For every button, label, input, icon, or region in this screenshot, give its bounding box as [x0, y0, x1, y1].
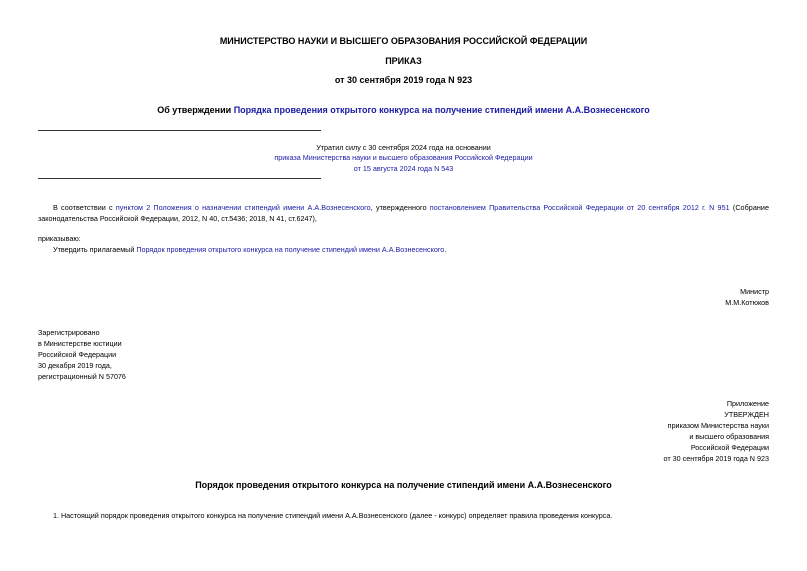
appendix-block — [664, 398, 769, 464]
document-title — [0, 105, 807, 115]
p1-link-clause[interactable]: пунктом 2 Положения о назначении стипендий имени А.А.Вознесенского — [115, 203, 371, 212]
appendix-line: и высшего образования — [689, 432, 769, 441]
status-line-1: Утратил силу с 30 сентября 2024 года на основании — [316, 143, 491, 152]
title-link[interactable]: Порядка проведения открытого конкурса на получение стипендий имени А.А.Вознесенского — [233, 105, 650, 115]
document-type: ПРИКАЗ — [385, 56, 422, 66]
appendix-line: УТВЕРЖДЕН — [724, 410, 769, 419]
divider-top — [38, 130, 321, 131]
registration-block — [38, 327, 126, 382]
p1-text-a: В соответствии с — [53, 203, 116, 212]
status-link-date[interactable]: от 15 августа 2024 года N 543 — [353, 164, 454, 173]
p2-text-b: . — [444, 245, 447, 254]
appendix-line: приказом Министерства науки — [667, 421, 769, 430]
p1-link-resolution[interactable]: постановлением Правительства Российской Федерации от 20 сентября 2012 г. N 951 — [429, 203, 730, 212]
procedure-title: Порядок проведения открытого конкурса на получение стипендий имени А.А.Вознесенского — [195, 480, 612, 490]
signature-block — [725, 286, 769, 308]
registration-line: Российской Федерации — [38, 350, 117, 359]
appendix-line: Российской Федерации — [690, 443, 769, 452]
registration-line: Зарегистрировано — [38, 328, 100, 337]
paragraph-basis — [38, 202, 769, 224]
title-prefix: Об утверждении — [157, 105, 234, 115]
paragraph-approve — [53, 245, 446, 254]
signature-position: Министр — [740, 287, 769, 296]
document-date-number: от 30 сентября 2019 года N 923 — [334, 75, 473, 85]
registration-line: 30 декабря 2019 года, — [38, 361, 112, 370]
signature-name: М.М.Котюков — [725, 298, 769, 307]
order-word: приказываю: — [38, 234, 81, 243]
appendix-line: от 30 сентября 2019 года N 923 — [663, 454, 769, 463]
ministry-heading: МИНИСТЕРСТВО НАУКИ И ВЫСШЕГО ОБРАЗОВАНИЯ РОССИЙСКОЙ ФЕДЕРАЦИИ — [219, 36, 588, 46]
p2-text-a: Утвердить прилагаемый — [53, 245, 137, 254]
registration-line: регистрационный N 57076 — [38, 372, 126, 381]
divider-bottom — [38, 178, 321, 179]
p1-text-b: , утвержденного — [370, 203, 430, 212]
appendix-line: Приложение — [726, 399, 769, 408]
p1-line-2: законодательства Российской Федерации, 2012, N 40, ст.5436; 2018, N 41, ст.6247), — [38, 214, 317, 223]
p2-link-procedure[interactable]: Порядок проведения открытого конкурса на получение стипендий имени А.А.Вознесенского — [136, 245, 445, 254]
status-link-order[interactable]: приказа Министерства науки и высшего образования Российской Федерации — [274, 153, 533, 162]
procedure-item-1: 1. Настоящий порядок проведения открытого конкурса на получение стипендий имени А.А.Вознесенского (далее - конкурс) определяет правила проведения конкурса. — [53, 511, 613, 520]
registration-line: в Министерстве юстиции — [38, 339, 122, 348]
p1-text-c: (Собрание — [729, 203, 769, 212]
